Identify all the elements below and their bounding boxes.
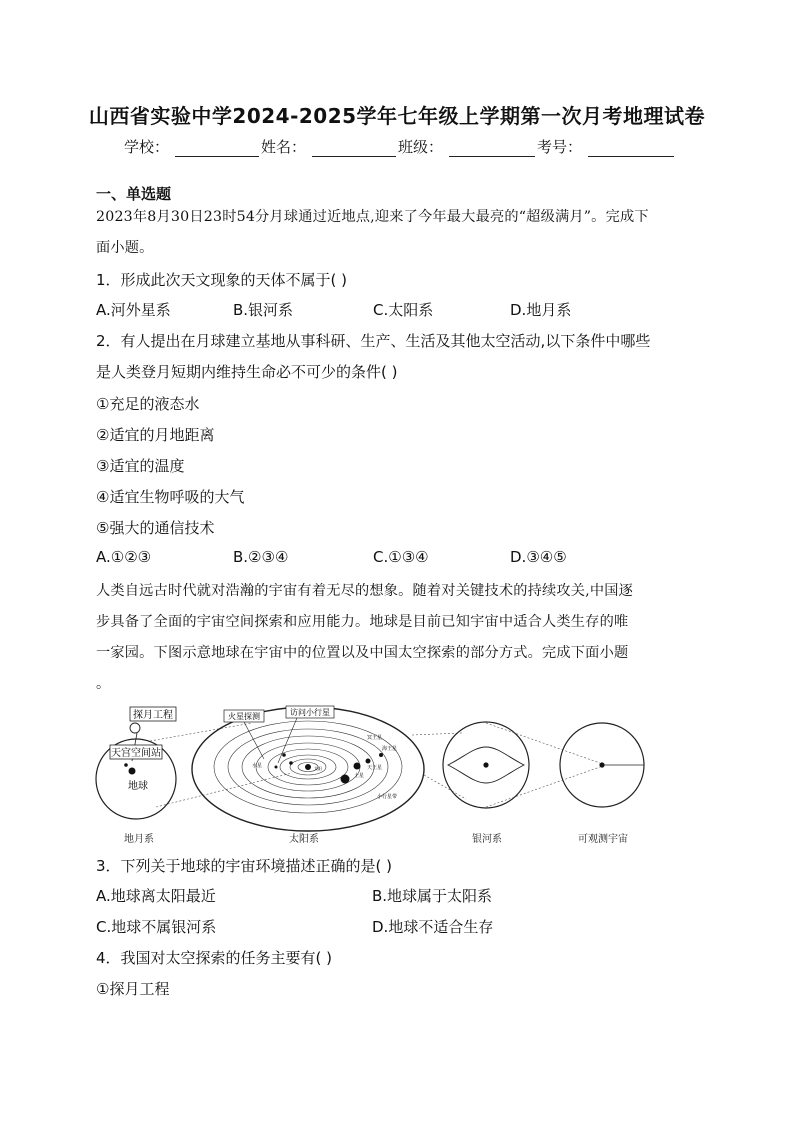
connector-line (486, 723, 600, 763)
name-label: 姓名： (261, 138, 307, 156)
q2-item: ③适宜的温度 (96, 457, 185, 475)
school-label: 学校： (124, 138, 170, 156)
q3-option-c: C.地球不属银河系 (96, 918, 217, 936)
q3-option-a: A.地球离太阳最近 (96, 887, 216, 905)
planet-icon (275, 766, 278, 769)
planet-icon (282, 753, 286, 757)
earth-dot-icon (129, 768, 136, 775)
class-blank (449, 140, 535, 157)
saturn-label: 土星 (354, 773, 365, 779)
caption-milky-way: 银河系 (472, 834, 502, 845)
school-blank (175, 140, 259, 157)
caption-solar-system: 太阳系 (289, 834, 319, 845)
question-4-stem: 4．我国对太空探索的任务主要有( ) (96, 949, 333, 967)
q1-option-c: C.太阳系 (373, 301, 434, 319)
q2-item: ⑤强大的通信技术 (96, 519, 215, 537)
intro-passage-1-line-2: 面小题。 (96, 240, 154, 256)
q2-option-b: B.②③④ (233, 548, 289, 566)
intro-passage-2-line-2: 步具备了全面的宇宙空间探索和应用能力。地球是目前已知宇宙中适合人类生存的唯 (96, 614, 629, 630)
intro-passage-2-line-1: 人类自远古时代就对浩瀚的宇宙有着无尽的想象。随着对关键技术的持续攻关,中国逐 (96, 583, 634, 599)
sun-icon (305, 764, 311, 770)
question-3-stem: 3．下列关于地球的宇宙环境描述正确的是( ) (96, 857, 393, 875)
earth-label: 地球 (128, 781, 148, 792)
class-label: 班级： (398, 138, 444, 156)
q2-option-d: D.③④⑤ (510, 548, 567, 566)
pointer-line (244, 722, 264, 759)
q1-option-b: B.银河系 (233, 301, 294, 319)
q2-item: ①充足的液态水 (96, 395, 200, 413)
uranus-label: 天王星 (367, 765, 383, 771)
q3-option-b: B.地球属于太阳系 (372, 887, 493, 905)
number-blank (588, 140, 674, 157)
mars-probe-label: 火星探测 (228, 712, 260, 721)
section-heading: 一、单选题 (96, 185, 172, 203)
tiangong-label: 天宫空间站 (111, 748, 161, 759)
question-2-stem-line-2: 是人类登月短期内维持生命必不可少的条件( ) (96, 363, 398, 381)
intro-passage-2-line-3: 一家园。下图示意地球在宇宙中的位置以及中国太空探索的部分方式。完成下面小题 (96, 645, 629, 661)
planet-icon (366, 759, 371, 764)
q1-option-d: D.地月系 (510, 301, 572, 319)
sun-label: 太阳 (314, 766, 322, 771)
page-title: 山西省实验中学2024-2025学年七年级上学期第一次月考地理试卷 (88, 104, 706, 128)
planet-icon (289, 761, 293, 765)
q2-option-a: A.①②③ (96, 548, 152, 566)
name-blank (312, 140, 396, 157)
connector-line (486, 767, 600, 807)
planet-icon (379, 753, 383, 757)
neptune-label: 海王星 (382, 746, 398, 752)
intro-passage-1-line-1: 2023年8月30日23时54分月球通过近地点,迎来了今年最大最亮的“超级满月”。完成下 (96, 209, 649, 225)
q2-option-c: C.①③④ (373, 548, 429, 566)
connector-line (412, 733, 462, 735)
intro-passage-2-line-4: 。 (96, 676, 111, 692)
caption-observable-universe: 可观测宇宙 (578, 834, 628, 845)
connector-line (150, 723, 252, 741)
galaxy-center-dot (483, 762, 488, 767)
q1-option-a: A.河外星系 (96, 301, 171, 319)
comet-label: 冥王星 (367, 735, 383, 741)
planet-icon (354, 763, 361, 770)
q2-item: ④适宜生物呼吸的大气 (96, 488, 245, 506)
moon-icon (130, 723, 140, 733)
asteroid-belt-label: 小行星带 (377, 794, 398, 800)
q3-option-d: D.地球不适合生存 (372, 918, 494, 936)
q4-item: ①探月工程 (96, 980, 170, 998)
asteroid-visit-label: 访问小行星 (290, 708, 330, 717)
lunar-probe-label: 探月工程 (133, 710, 173, 721)
mercury-label: 水星 (252, 763, 263, 769)
planet-icon (341, 775, 350, 784)
caption-earth-moon: 地月系 (124, 834, 154, 845)
station-dot-icon (124, 763, 128, 767)
q2-item: ②适宜的月地距离 (96, 426, 215, 444)
universe-position-figure (92, 703, 652, 848)
student-info-row (124, 136, 676, 157)
question-1-stem: 1．形成此次天文现象的天体不属于( ) (96, 271, 348, 289)
number-label: 考号： (537, 138, 583, 156)
question-2-stem-line-1: 2．有人提出在月球建立基地从事科研、生产、生活及其他太空活动,以下条件中哪些 (96, 332, 651, 350)
